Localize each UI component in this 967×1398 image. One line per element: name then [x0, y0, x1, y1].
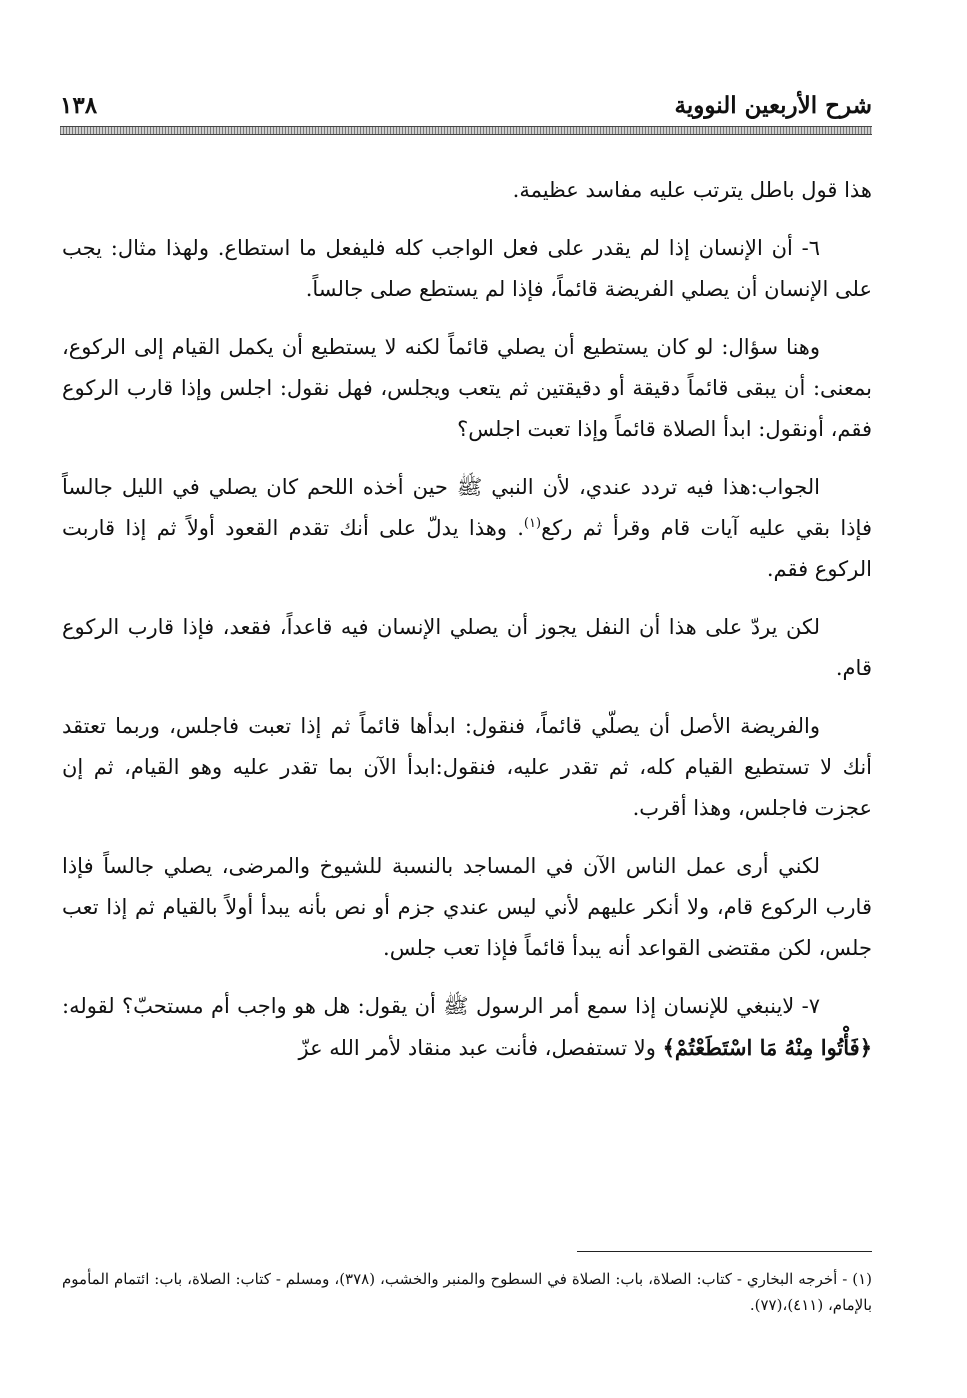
paragraph-4-text-a: الجواب:هذا فيه تردد عندي، لأن النبي ﷺ حين أخذه اللحم كان يصلي في الليل جالساً فإذا بقي عليه آيات قام وقرأ ثم ركع: [62, 475, 872, 540]
header-rule: [60, 126, 872, 135]
paragraph-6: والفريضة الأصل أن يصلّي قائماً، فنقول: ابدأها قائماً ثم إذا تعبت فاجلس، وربما تعتقد أنك لا تستطيع القيام كله، ثم تقدر عليه، فنقول:ابدأ الآن بما تقدر عليه وهو القيام، ثم إن عجزت فاجلس، وهذا أقرب.: [62, 714, 872, 820]
main-text: [62, 170, 872, 1086]
paragraph-8-text-a: ٧- لاينبغي للإنسان إذا سمع أمر الرسول ﷺ أن يقول: هل هو واجب أم مستحبّ؟ لقوله:: [62, 994, 820, 1018]
paragraph-4: [62, 467, 872, 590]
footnote-rule: [577, 1251, 872, 1252]
paragraph-1: هذا قول باطل يترتب عليه مفاسد عظيمة.: [512, 178, 872, 202]
paragraph-8: [62, 986, 872, 1069]
paragraph-2: ٦- أن الإنسان إذا لم يقدر على فعل الواجب كله فليفعل ما استطاع. ولهذا مثال: يجب على الإنسان أن يصلي الفريضة قائماً، فإذا لم يستطع صلى جالساً.: [62, 236, 872, 301]
paragraph-3: وهنا سؤال: لو كان يستطيع أن يصلي قائماً لكنه لا يستطيع أن يكمل القيام إلى الركوع، بمعنى: أن يبقى قائماً دقيقة أو دقيقتين ثم يتعب ويجلس، فهل نقول: اجلس وإذا قارب الركوع فقم، أونقول: ابدأ الصلاة قائماً وإذا تعبت اجلس؟: [62, 335, 872, 441]
footnote-1: (١) - أخرجه البخاري - كتاب: الصلاة، باب: الصلاة في السطوح والمنبر والخشب، (٣٧٨)، ومسلم - كتاب: الصلاة، باب: ائتمام المأموم بالإمام، (٤١١)،(٧٧).: [62, 1270, 872, 1314]
paragraph-7: لكني أرى عمل الناس الآن في المساجد بالنسبة للشيوخ والمرضى، يصلي جالساً فإذا قارب الركوع قام، ولا أنكر عليهم لأني ليس عندي جزم أو نص بأنه يبدأ أولاً بالقيام ثم إذا تعب جلس، لكن مقتضى القواعد أنه يبدأ قائماً فإذا تعب جلس.: [62, 854, 872, 960]
footnote-reference[interactable]: (١): [523, 516, 542, 531]
running-title: شرح الأربعين النووية: [674, 92, 872, 119]
footnotes: [62, 1266, 872, 1318]
page-header: [60, 92, 872, 124]
paragraph-5: لكن يردّ على هذا أن النفل يجوز أن يصلي الإنسان فيه قاعداً، فقعد، فإذا قارب الركوع قام.: [62, 615, 872, 680]
quran-verse: ﴿فَأْتُوا مِنْهُ مَا اسْتَطَعْتُمْ﴾: [662, 1035, 872, 1060]
page-number: ١٣٨: [60, 92, 98, 119]
paragraph-8-text-b: ولا تستفصل، فأنت عبد منقاد لأمر الله عزّ: [298, 1036, 663, 1060]
paragraph-4-text-b: . وهذا يدلّ على أنك تقدم القعود أولاً ثم إذا قاربت الركوع فقم.: [62, 516, 872, 581]
